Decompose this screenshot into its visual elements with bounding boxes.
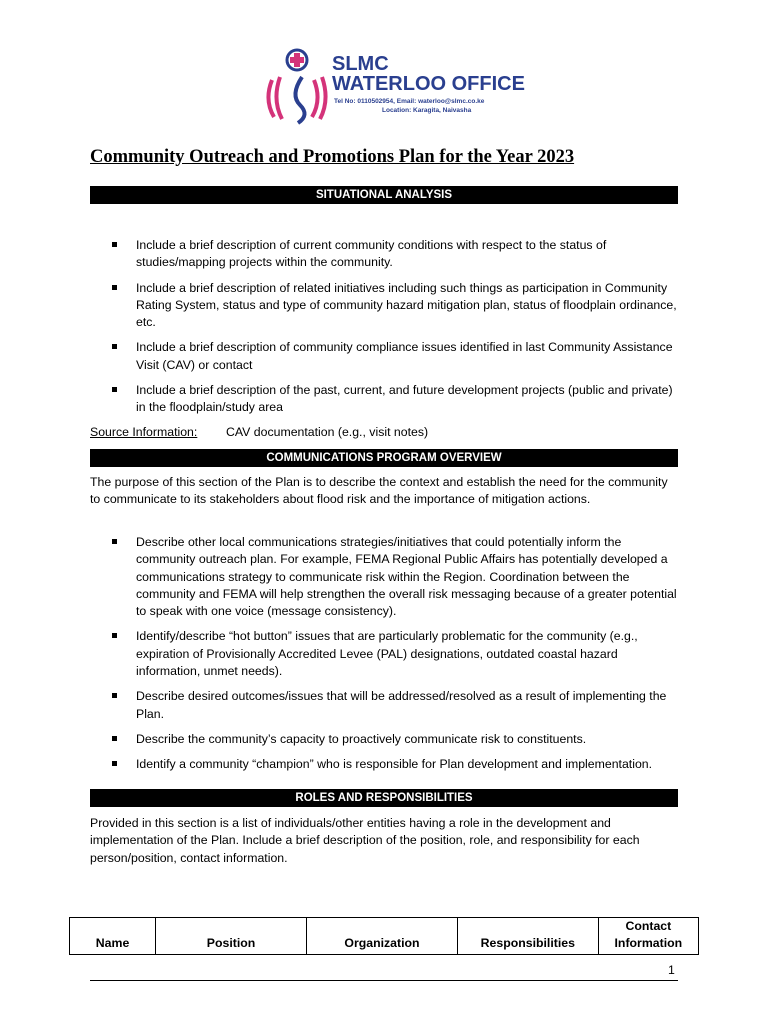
logo-name-line2: WATERLOO OFFICE <box>332 73 525 95</box>
table-header-cell: Organization <box>307 918 458 955</box>
situational-bullet-list <box>112 237 682 425</box>
list-item <box>112 382 682 417</box>
logo-contact-line: Tel No: 0110502954, Email: waterloo@slmc.co.ke <box>334 98 485 105</box>
bullet-icon <box>112 285 117 290</box>
logo-emblem-icon <box>262 45 332 125</box>
section-header-communications: COMMUNICATIONS PROGRAM OVERVIEW <box>90 449 678 467</box>
bullet-text: Include a brief description of community compliance issues identified in last Community Assistance Visit (CAV) or contact <box>136 340 673 372</box>
bullet-icon <box>112 693 117 698</box>
logo-location-line: Location: Karagita, Naivasha <box>382 107 472 114</box>
bullet-text: Describe desired outcomes/issues that will be addressed/resolved as a result of implementing the Plan. <box>136 689 667 721</box>
communications-bullet-list <box>112 534 682 782</box>
bullet-text: Identify a community “champion” who is responsible for Plan development and implementation. <box>136 757 653 772</box>
list-item <box>112 534 682 620</box>
table-header-cell: Contact Information <box>598 918 698 955</box>
bullet-text: Describe the community’s capacity to proactively communicate risk to constituents. <box>136 731 587 746</box>
bullet-text: Include a brief description of the past, current, and future development projects (public and private) in the floodplain/study area <box>136 383 673 415</box>
roles-table <box>69 917 699 955</box>
table-header-row <box>70 918 699 955</box>
document-title: Community Outreach and Promotions Plan for the Year 2023 <box>90 147 575 167</box>
page-number: 1 <box>668 963 675 977</box>
source-info-value: CAV documentation (e.g., visit notes) <box>226 425 429 439</box>
logo-name-line1: SLMC <box>332 53 389 75</box>
footer-divider <box>90 980 678 981</box>
list-item <box>112 688 682 723</box>
source-info-label: Source Information: <box>90 425 198 439</box>
list-item <box>112 756 682 773</box>
bullet-icon <box>112 761 117 766</box>
bullet-icon <box>112 242 117 247</box>
org-logo <box>262 45 525 125</box>
bullet-icon <box>112 344 117 349</box>
table-header-cell: Position <box>156 918 307 955</box>
bullet-text: Include a brief description of related initiatives including such things as participation in Community Rating System, status and type of community hazard mitigation plan, status of floodplain ordinance, etc. <box>136 280 677 330</box>
list-item <box>112 731 682 748</box>
table-header-cell: Responsibilities <box>457 918 598 955</box>
section-header-roles: ROLES AND RESPONSIBILITIES <box>90 789 678 807</box>
list-item <box>112 628 682 680</box>
bullet-text: Include a brief description of current community conditions with respect to the status of studies/mapping projects within the community. <box>136 238 607 270</box>
bullet-text: Identify/describe “hot button” issues that are particularly problematic for the community (e.g., expiration of Provisionally Accredited Levee (PAL) designations, outdated coastal hazard information, unmet needs). <box>136 629 638 679</box>
bullet-icon <box>112 539 117 544</box>
roles-intro: Provided in this section is a list of individuals/other entities having a role in the development and implementation of the Plan. Include a brief description of the position, role, and responsibility for each person/position, contact information. <box>90 816 640 865</box>
section-header-situational: SITUATIONAL ANALYSIS <box>90 186 678 204</box>
table-header-cell: Name <box>70 918 156 955</box>
bullet-icon <box>112 387 117 392</box>
communications-intro: The purpose of this section of the Plan is to describe the context and establish the need for the community to communicate to its stakeholders about flood risk and the importance of mitigation actions. <box>90 475 668 507</box>
bullet-text: Describe other local communications strategies/initiatives that could potentially inform the community outreach plan. For example, FEMA Regional Public Affairs has potentially developed a communications strategy to communicate risk within the Region. Coordination between the community and FEMA will help strengthen the overall risk messaging because of a greater potential to speak with one voice (message consistency). <box>136 535 677 619</box>
list-item <box>112 237 682 272</box>
list-item <box>112 339 682 374</box>
bullet-icon <box>112 736 117 741</box>
bullet-icon <box>112 633 117 638</box>
list-item <box>112 280 682 332</box>
